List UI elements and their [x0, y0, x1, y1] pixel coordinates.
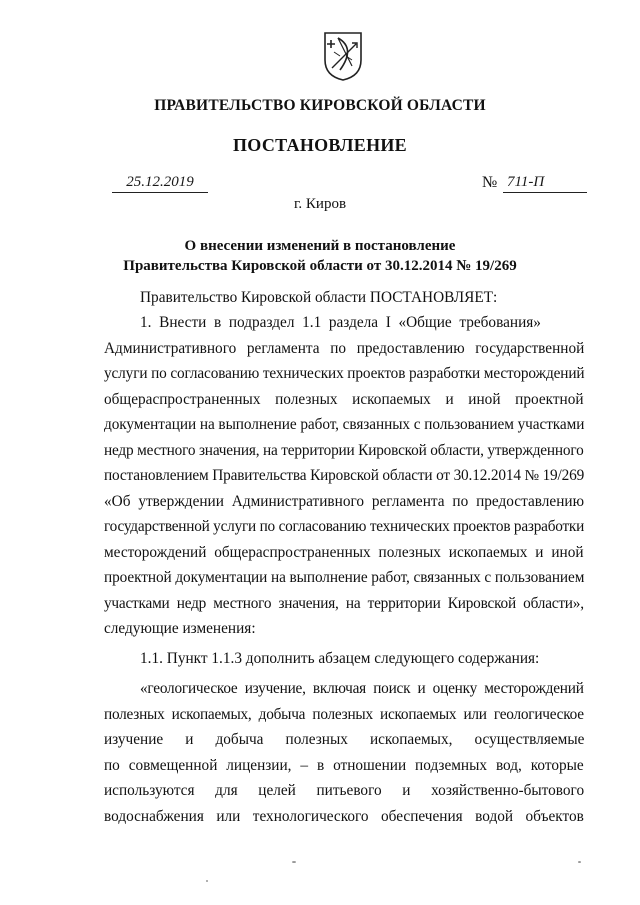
body-line: изучение и добыча полезных ископаемых, осуществляемые: [104, 731, 585, 748]
body-line: 1. Внести в подраздел 1.1 раздела I «Общие требования»: [140, 314, 541, 331]
body-line: постановлением Правительства Кировской области от 30.12.2014 № 19/269: [104, 467, 585, 484]
body-line: полезных ископаемых, добыча полезных ископаемых или геологическое: [104, 706, 584, 723]
body-line: 1.1. Пункт 1.1.3 дополнить абзацем следующего содержания:: [140, 650, 540, 667]
document-type-heading: ПОСТАНОВЛЕНИЕ: [233, 135, 407, 155]
body-line: проектной документации на выполнение работ, связанных с пользованием: [104, 569, 585, 586]
organization-heading: ПРАВИТЕЛЬСТВО КИРОВСКОЙ ОБЛАСТИ: [154, 97, 486, 114]
body-line: месторождений общераспространенных полезных ископаемых и иной: [104, 544, 584, 561]
body-line: участками недр местного значения, на территории Кировской области»,: [104, 595, 584, 612]
scan-artifact: [206, 880, 208, 882]
number-label: №: [482, 174, 498, 191]
scan-artifact: [292, 861, 296, 863]
body-line: водоснабжения или технологического обеспечения водой объектов: [104, 808, 584, 825]
body-line: государственной услуги по согласованию технических проектов разработки: [104, 518, 585, 535]
body-line: общераспространенных полезных ископаемых и иной проектной: [104, 391, 584, 408]
body-line: используются для целей питьевого и хозяйственно-бытового: [104, 782, 585, 799]
body-line: следующие изменения:: [104, 620, 256, 637]
body-line: «Об утверждении Административного регламента по предоставлению: [104, 493, 585, 510]
document-date: 25.12.2019: [112, 174, 208, 193]
body-line: документации на выполнение работ, связанных с пользованием участками: [104, 416, 585, 433]
kirov-coat-of-arms-icon: [322, 30, 364, 82]
body-line: недр местного значения, на территории Кировской области, утвержденного: [104, 442, 584, 459]
title-line-1: О внесении изменений в постановление: [184, 238, 456, 254]
body-line: Правительство Кировской области ПОСТАНОВЛЯЕТ:: [140, 289, 498, 306]
body-line: по совмещенной лицензии, – в отношении подземных вод, которые: [104, 757, 584, 774]
document-number: 711-П: [503, 174, 587, 193]
title-line-2: Правительства Кировской области от 30.12.2014 № 19/269: [123, 258, 517, 274]
body-line: услуги по согласованию технических проектов разработки месторождений: [104, 365, 585, 382]
city-label: г. Киров: [293, 196, 347, 212]
scan-artifact: [578, 861, 581, 863]
body-line: Административного регламента по предоставлению государственной: [104, 340, 585, 357]
document-title: [0, 236, 640, 276]
body-line: «геологическое изучение, включая поиск и оценку месторождений: [140, 680, 584, 697]
